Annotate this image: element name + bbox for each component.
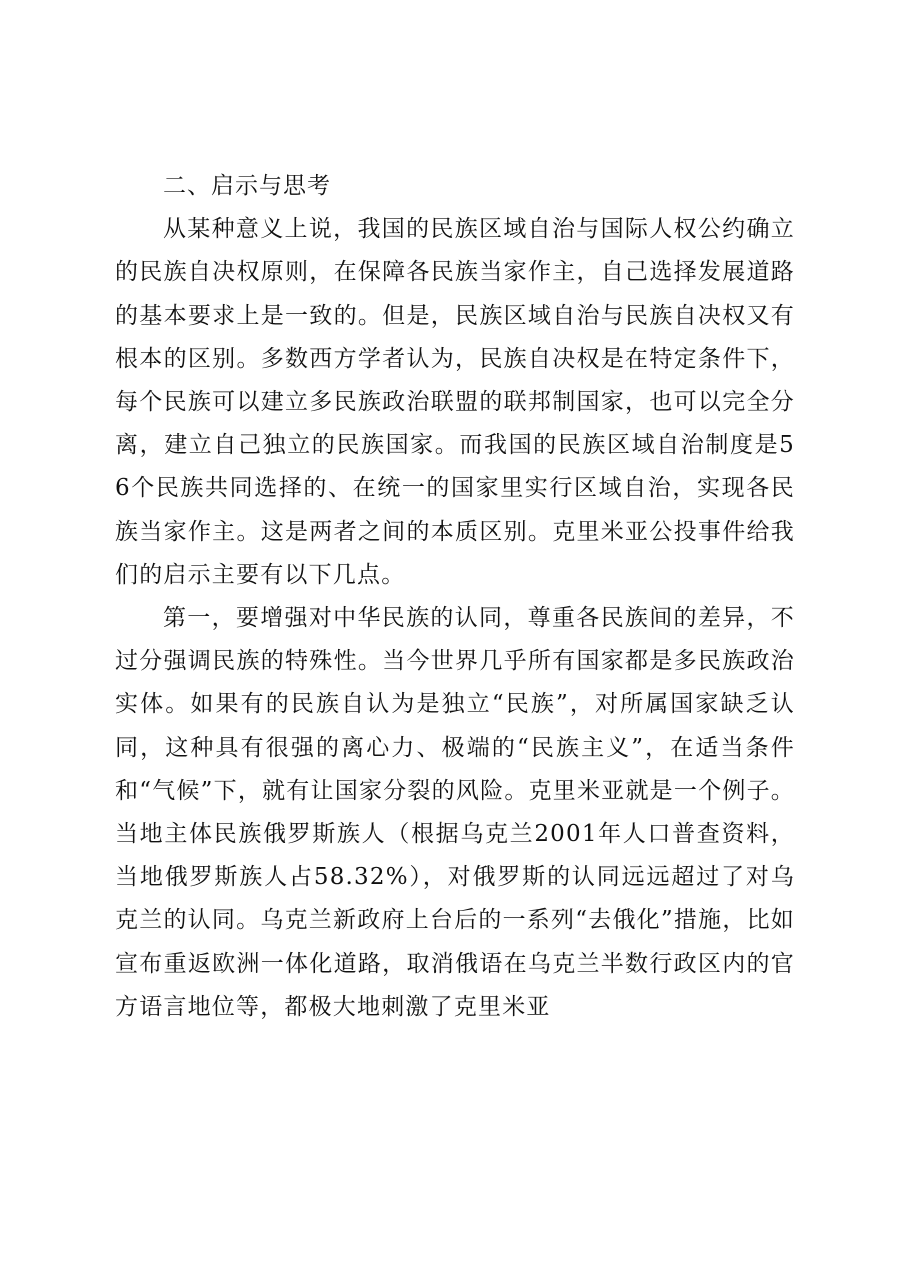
paragraph-first-point: 第一，要增强对中华民族的认同，尊重各民族间的差异，不过分强调民族的特殊性。当今世界几乎所有国家都是多民族政治实体。如果有的民族自认为是独立“民族”，对所属国家缺乏认同，这种具有很强的离心力、极端的“民族主义”，在适当条件和“气候”下，就有让国家分裂的风险。克里米亚就是一个例子。当地主体民族俄罗斯族人（根据乌克兰2001年人口普查资料，当地俄罗斯族人占58.32%），对俄罗斯的认同远远超过了对乌克兰的认同。乌克兰新政府上台后的一系列“去俄化”措施，比如宣布重返欧洲一体化道路，取消俄语在乌克兰半数行政区内的官方语言地位等，都极大地刺激了克里米亚 bbox=[115, 605, 795, 1020]
section-heading: 二、启示与思考 bbox=[163, 173, 331, 199]
paragraph-intro: 从某种意义上说，我国的民族区域自治与国际人权公约确立的民族自决权原则，在保障各民族当家作主，自己选择发展道路的基本要求上是一致的。但是，民族区域自治与民族自决权又有根本的区别。多数西方学者认为，民族自决权是在特定条件下，每个民族可以建立多民族政治联盟的联邦制国家，也可以完全分离，建立自己独立的民族国家。而我国的民族区域自治制度是56个民族共同选择的、在统一的国家里实行区域自治，实现各民族当家作主。这是两者之间的本质区别。克里米亚公投事件给我们的启示主要有以下几点。 bbox=[115, 216, 795, 588]
document-body bbox=[115, 165, 795, 1029]
